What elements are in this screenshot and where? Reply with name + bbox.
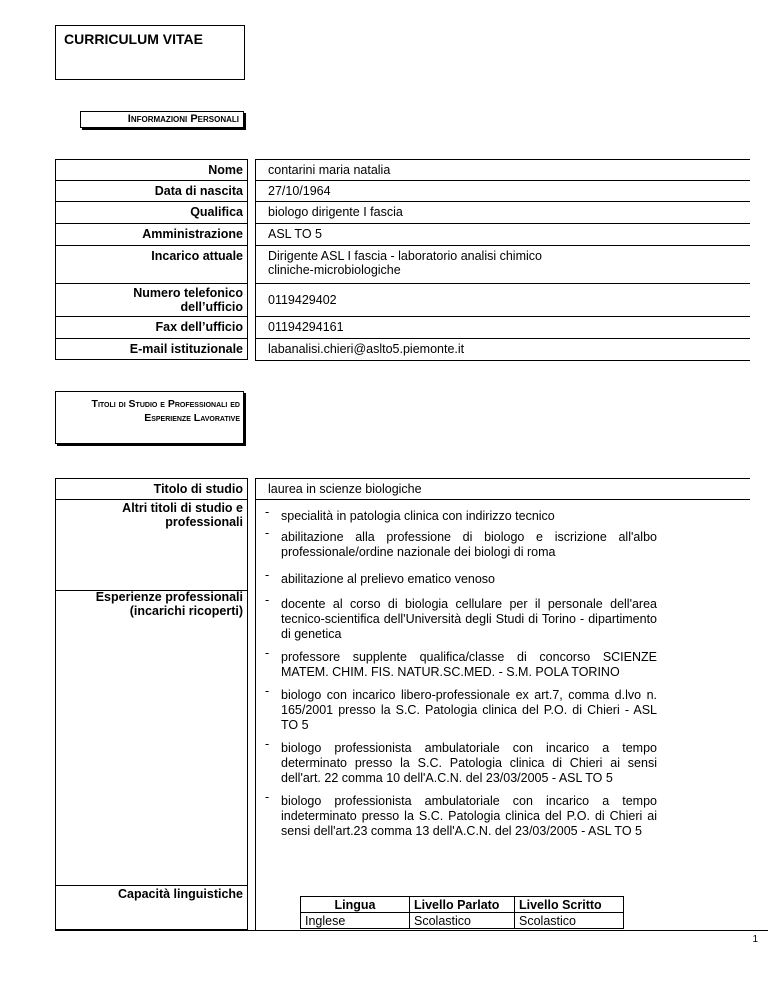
- list-item: - biologo con incarico libero-professionale ex art.7, comma d.lvo n. 165/2001 presso la S.C. Patologia clinica del P.O. di Chieri - ASL TO 5: [265, 688, 657, 733]
- label-lingue: Capacità linguistiche: [117, 887, 243, 901]
- row-divider: [255, 223, 750, 224]
- list-item: - abilitazione alla professione di biologo e iscrizione all'albo professionale/ordine nazionale dei biologi di roma: [265, 530, 657, 560]
- row-divider: [255, 201, 750, 202]
- value-amministrazione: ASL TO 5: [268, 227, 322, 241]
- value-data-nascita: 27/10/1964: [268, 184, 331, 198]
- column-header: Livello Scritto: [515, 897, 624, 913]
- altri-titoli-list: [265, 509, 657, 587]
- section-titles-label: [60, 397, 240, 425]
- row-divider: [55, 338, 248, 339]
- table-header-row: [301, 897, 624, 913]
- list-item: - specialità in patologia clinica con indirizzo tecnico: [265, 509, 657, 524]
- table-cell: Scolastico: [515, 913, 624, 929]
- page-number: 1: [752, 934, 758, 945]
- row-divider: [55, 201, 248, 202]
- row-divider: [255, 159, 750, 160]
- row-divider: [55, 283, 248, 284]
- label-nome: Nome: [208, 163, 243, 177]
- list-item: - biologo professionista ambulatoriale con incarico a tempo indeterminato presso la S.C. Patologia clinica del P.O. di Chieri ai sensi dell'art.23 comma 13 dell'A.C.N. del 23/03/2005 - ASL TO 5: [265, 794, 657, 839]
- list-item: - abilitazione al prelievo ematico venoso: [265, 572, 657, 587]
- list-item: - docente al corso di biologia cellulare per il personale dell'area tecnico-scientifica dell'Università degli Studi di Torino - dipartimento di genetica: [265, 597, 657, 642]
- value-column-left-border: [255, 478, 256, 930]
- esperienze-list: [265, 597, 657, 839]
- row-divider: [255, 338, 750, 339]
- list-item: - professore supplente qualifica/classe di concorso SCIENZE MATEM. CHIM. FIS. NATUR.SC.MED. - S.M. POLA TORINO: [265, 650, 657, 680]
- row-divider: [55, 885, 248, 886]
- value-email: labanalisi.chieri@aslto5.piemonte.it: [268, 342, 465, 356]
- titles-label-column: [55, 478, 248, 930]
- row-divider: [255, 245, 750, 246]
- label-altri-titoli: Altri titoli di studio e professionali: [122, 501, 243, 529]
- section-personal-title: [80, 111, 244, 128]
- row-divider: [55, 316, 248, 317]
- row-divider: [255, 316, 750, 317]
- table-cell: Inglese: [301, 913, 410, 929]
- label-fax: Fax dell’ufficio: [155, 320, 243, 334]
- column-header: Lingua: [301, 897, 410, 913]
- value-titolo-studio: laurea in scienze biologiche: [268, 482, 422, 496]
- value-column-left-border: [255, 159, 256, 360]
- footer-rule: [55, 930, 768, 931]
- table-row: [301, 913, 624, 929]
- row-divider: [55, 223, 248, 224]
- section-titles-text: Titoli di Studio e Professionali ed Esperienze Lavorative: [91, 398, 240, 424]
- list-item: - biologo professionista ambulatoriale con incarico a tempo determinato presso la S.C. Patologia clinica di Chieri ai sensi dell'art. 22 comma 10 dell'A.C.N. del 23/03/2005 - ASL TO 5: [265, 741, 657, 786]
- row-divider: [255, 499, 750, 500]
- label-telefono: Numero telefonico dell’ufficio: [133, 286, 243, 314]
- label-incarico: Incarico attuale: [151, 249, 243, 263]
- value-qualifica: biologo dirigente I fascia: [268, 205, 403, 219]
- label-titolo-studio: Titolo di studio: [153, 482, 243, 496]
- cv-title: CURRICULUM VITAE: [64, 31, 203, 47]
- row-divider: [255, 360, 750, 361]
- row-divider: [55, 245, 248, 246]
- label-email: E-mail istituzionale: [129, 342, 243, 356]
- cv-title-box: [55, 25, 245, 80]
- value-telefono: 0119429402: [268, 293, 337, 307]
- row-divider: [255, 283, 750, 284]
- label-esperienze: Esperienze professionali (incarichi ricoperti): [95, 590, 243, 618]
- table-cell: Scolastico: [410, 913, 515, 929]
- language-table: [300, 896, 624, 929]
- row-divider: [55, 180, 248, 181]
- value-fax: 01194294161: [268, 320, 344, 334]
- value-nome: contarini maria natalia: [268, 163, 391, 177]
- value-incarico: Dirigente ASL I fascia - laboratorio analisi chimico cliniche-microbiologiche: [268, 249, 542, 277]
- label-amministrazione: Amministrazione: [142, 227, 243, 241]
- section-personal-label: Informazioni Personali: [127, 113, 239, 125]
- row-divider: [255, 478, 750, 479]
- row-divider: [55, 499, 248, 500]
- column-header: Livello Parlato: [410, 897, 515, 913]
- label-qualifica: Qualifica: [190, 205, 243, 219]
- row-divider: [255, 180, 750, 181]
- label-data-nascita: Data di nascita: [154, 184, 243, 198]
